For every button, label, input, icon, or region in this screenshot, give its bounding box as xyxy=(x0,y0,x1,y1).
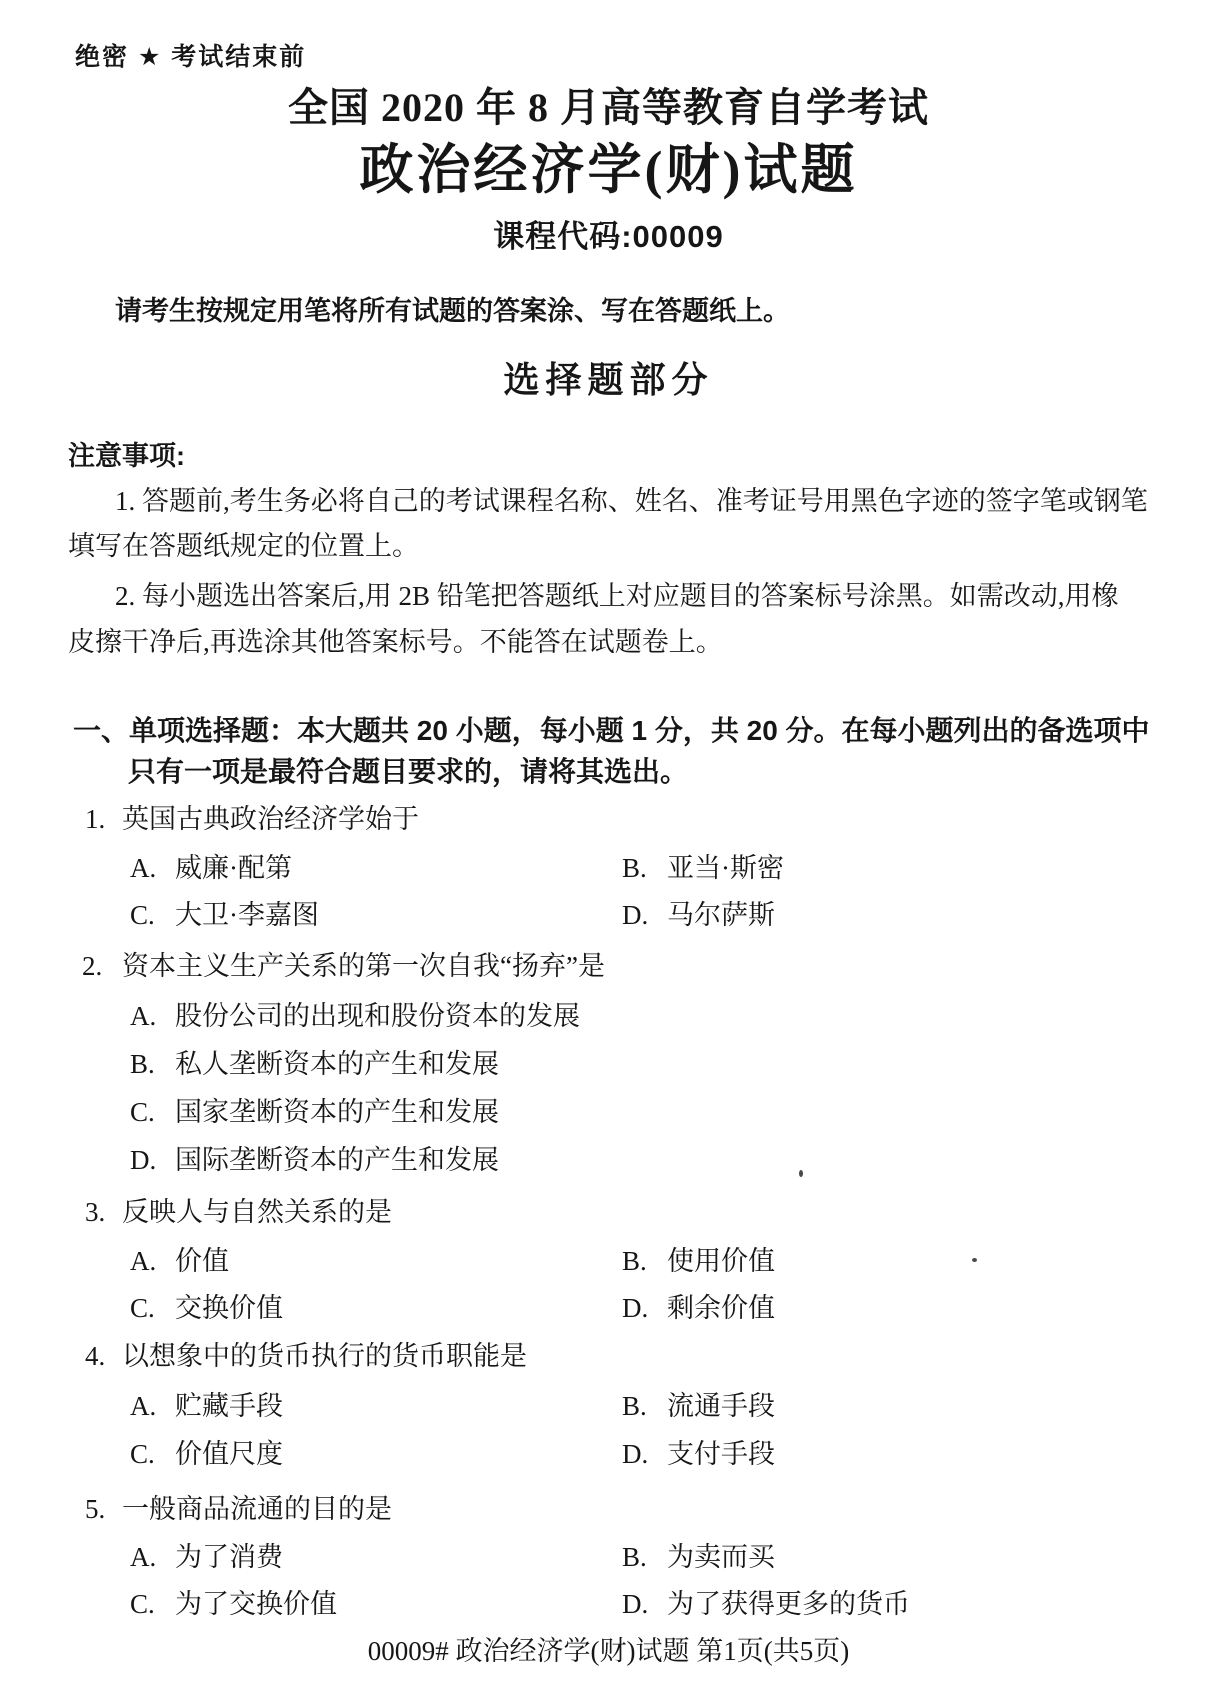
option-label: A. xyxy=(130,1391,157,1421)
question-2-option-c xyxy=(130,1096,499,1128)
option-label: B. xyxy=(622,1542,647,1572)
option-label: C. xyxy=(130,900,155,930)
option-label: C. xyxy=(130,1439,155,1469)
option-text: 国际垄断资本的产生和发展 xyxy=(175,1145,499,1175)
question-1-option-c xyxy=(130,899,319,931)
option-label: D. xyxy=(622,1293,649,1323)
option-label: B. xyxy=(622,853,647,883)
notice-item-1-line-1: 1. 答题前,考生务必将自己的考试课程名称、姓名、准考证号用黑色字迹的签字笔或钢笔 xyxy=(115,486,1148,516)
question-1-text: 英国古典政治经济学始于 xyxy=(122,804,419,834)
option-text: 贮藏手段 xyxy=(175,1391,283,1421)
scan-artifact xyxy=(799,1170,803,1177)
question-3-option-a xyxy=(130,1245,229,1277)
option-text: 支付手段 xyxy=(667,1439,775,1469)
question-4-option-d xyxy=(622,1438,775,1470)
exam-session-title: 全国 2020 年 8 月高等教育自学考试 xyxy=(288,85,929,130)
option-text: 亚当·斯密 xyxy=(667,853,784,883)
question-3-number: 3. xyxy=(85,1197,106,1227)
question-4-option-c xyxy=(130,1438,283,1470)
question-3-option-d xyxy=(622,1292,775,1324)
option-label: A. xyxy=(130,853,157,883)
option-label: C. xyxy=(130,1293,155,1323)
option-text: 为了获得更多的货币 xyxy=(667,1589,910,1619)
option-text: 为了交换价值 xyxy=(175,1589,337,1619)
question-4-text: 以想象中的货币执行的货币职能是 xyxy=(122,1341,527,1371)
option-text: 流通手段 xyxy=(667,1391,775,1421)
question-4-option-a xyxy=(130,1390,283,1422)
scan-artifact xyxy=(972,1258,977,1262)
option-text: 威廉·配第 xyxy=(175,853,292,883)
question-5-option-a xyxy=(130,1541,283,1573)
option-label: C. xyxy=(130,1097,155,1127)
option-text: 马尔萨斯 xyxy=(667,900,775,930)
question-2-option-d xyxy=(130,1144,499,1176)
question-5-text: 一般商品流通的目的是 xyxy=(122,1494,392,1524)
option-label: A. xyxy=(130,1542,157,1572)
option-text: 为卖而买 xyxy=(667,1542,775,1572)
question-3-option-b xyxy=(622,1245,775,1277)
question-1-number: 1. xyxy=(85,804,106,834)
option-label: D. xyxy=(622,1439,649,1469)
question-3-text: 反映人与自然关系的是 xyxy=(122,1197,392,1227)
section-title: 选择题部分 xyxy=(503,359,714,400)
question-3-option-c xyxy=(130,1292,283,1324)
question-1-option-a xyxy=(130,852,292,884)
question-5-option-d xyxy=(622,1588,910,1620)
option-label: D. xyxy=(130,1145,157,1175)
option-text: 交换价值 xyxy=(175,1293,283,1323)
question-1-option-b xyxy=(622,852,784,884)
mcq-heading-line-1: 一、单项选择题：本大题共 20 小题，每小题 1 分，共 20 分。在每小题列出的备选项中 xyxy=(73,715,1150,746)
option-label: C. xyxy=(130,1589,155,1619)
question-1-option-d xyxy=(622,899,775,931)
option-label: A. xyxy=(130,1001,157,1031)
option-text: 剩余价值 xyxy=(667,1293,775,1323)
course-code: 课程代码:00009 xyxy=(493,219,724,254)
option-text: 为了消费 xyxy=(175,1542,283,1572)
question-4-option-b xyxy=(622,1390,775,1422)
option-text: 价值 xyxy=(175,1246,229,1276)
question-5-option-c xyxy=(130,1588,337,1620)
option-text: 私人垄断资本的产生和发展 xyxy=(175,1049,499,1079)
notice-item-2-line-2: 皮擦干净后,再选涂其他答案标号。不能答在试题卷上。 xyxy=(68,627,723,657)
option-text: 价值尺度 xyxy=(175,1439,283,1469)
question-5-number: 5. xyxy=(85,1494,106,1524)
option-label: B. xyxy=(130,1049,155,1079)
answer-instruction: 请考生按规定用笔将所有试题的答案涂、写在答题纸上。 xyxy=(115,296,790,326)
question-5-option-b xyxy=(622,1541,775,1573)
question-2-option-a xyxy=(130,1000,580,1032)
paper-title: 政治经济学(财)试题 xyxy=(359,140,858,200)
option-text: 国家垄断资本的产生和发展 xyxy=(175,1097,499,1127)
option-label: A. xyxy=(130,1246,157,1276)
option-label: B. xyxy=(622,1246,647,1276)
question-4-number: 4. xyxy=(85,1341,106,1371)
option-text: 股份公司的出现和股份资本的发展 xyxy=(175,1001,580,1031)
page-footer: 00009# 政治经济学(财)试题 第1页(共5页) xyxy=(367,1636,850,1666)
question-2-option-b xyxy=(130,1048,499,1080)
notice-item-2-line-1: 2. 每小题选出答案后,用 2B 铅笔把答题纸上对应题目的答案标号涂黑。如需改动,用橡 xyxy=(115,581,1119,611)
mcq-heading-line-2: 只有一项是最符合题目要求的，请将其选出。 xyxy=(128,756,689,787)
question-2-text: 资本主义生产关系的第一次自我“扬弃”是 xyxy=(122,951,605,981)
option-text: 使用价值 xyxy=(667,1246,775,1276)
option-label: B. xyxy=(622,1391,647,1421)
classification-banner: 绝密 ★ 考试结束前 xyxy=(75,43,307,71)
question-2-number: 2. xyxy=(82,951,103,981)
option-text: 大卫·李嘉图 xyxy=(175,900,319,930)
notice-item-1-line-2: 填写在答题纸规定的位置上。 xyxy=(68,531,419,561)
notice-heading: 注意事项: xyxy=(68,441,185,471)
option-label: D. xyxy=(622,1589,649,1619)
option-label: D. xyxy=(622,900,649,930)
